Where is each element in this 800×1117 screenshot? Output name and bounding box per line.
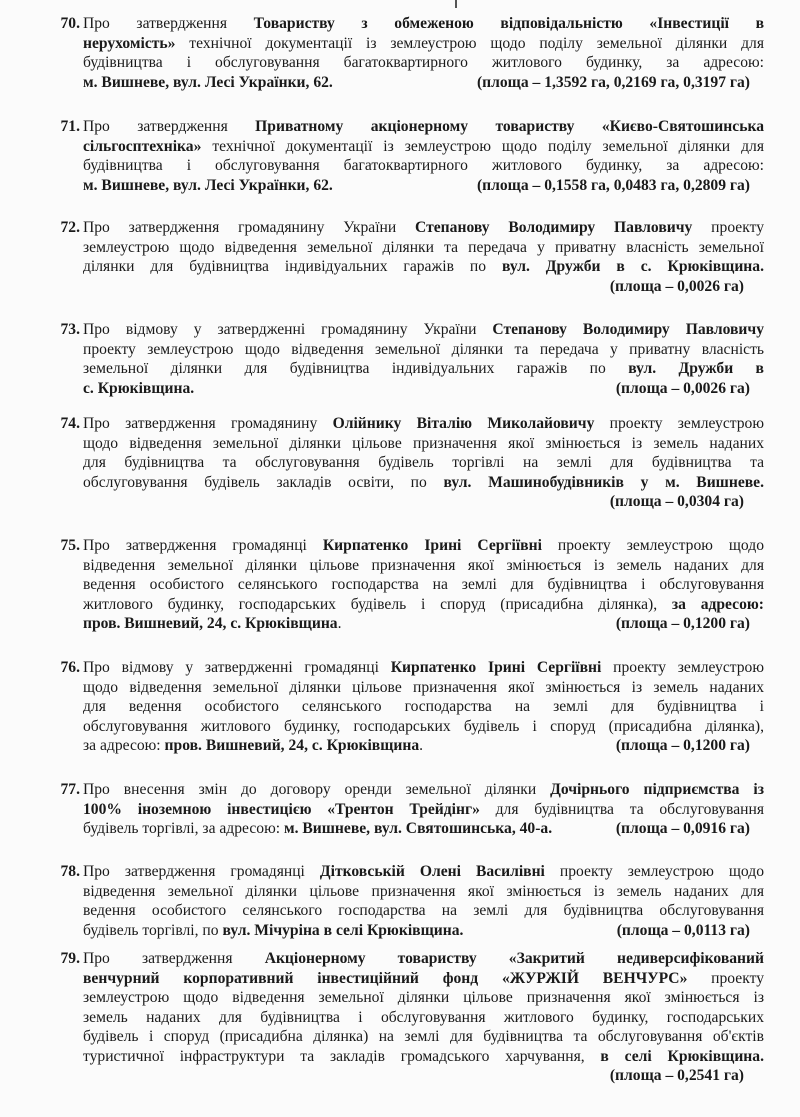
text-line — [83, 320, 764, 340]
bold-run: (площа – 0,0304 га) — [609, 493, 744, 510]
text-line — [83, 473, 764, 493]
bold-run: м. Вишневе, вул. Лесі Українки, 62. — [83, 176, 333, 194]
text-run: ведення особистого селянського господарства на землі для будівництва обслуговування — [83, 902, 764, 919]
bold-run: м. Вишневе, вул. Лесі Українки, 62. — [83, 73, 333, 91]
text-run: проекту землеустрою щодо відведення земельної ділянки та передача у приватну власність — [83, 340, 764, 358]
bold-run: Степанову Володимиру Павловичу — [415, 219, 693, 236]
text-run: будівель і споруд (присадибна ділянка) на землі для будівництва та обслуговування об'єктів — [83, 1028, 764, 1045]
text-run: Про внесення змін до договору оренди земельної ділянки — [83, 781, 551, 798]
bold-run: за адресою: — [671, 595, 764, 613]
text-line — [83, 800, 764, 820]
text-run: технічної документації із землеустрою щодо поділу земельної ділянки для — [201, 137, 764, 155]
bold-run: пров. Вишневий, 24, с. Крюківщина — [164, 737, 420, 754]
item-number: 74. — [60, 415, 80, 432]
address-area-line — [83, 819, 764, 839]
agenda-item-76 — [48, 658, 764, 756]
bold-run: (площа – 0,0113 га) — [616, 921, 750, 939]
address-area-line — [83, 921, 764, 941]
text-run: земельної ділянки для будівництва індивідуальних гаражів по — [83, 360, 629, 377]
item-text — [83, 14, 764, 92]
agenda-item-74 — [48, 414, 764, 512]
bold-run: (площа – 0,2541 га) — [609, 1067, 744, 1084]
area — [616, 819, 764, 839]
area — [616, 736, 764, 756]
text-line — [83, 862, 764, 882]
text-line — [83, 988, 764, 1008]
text-run: Про затвердження — [83, 118, 256, 135]
agenda-item-78 — [48, 862, 764, 940]
text-run: за адресою: — [83, 737, 165, 754]
area — [477, 73, 764, 93]
text-line — [83, 717, 764, 737]
bold-run: Дітковській Олені Василівні — [319, 863, 545, 880]
bold-run: Степанову Володимиру Павловичу — [492, 321, 764, 338]
text-run: відведення земельної ділянки цільове призначення якої змінюється із земель наданих для — [83, 556, 764, 574]
text-run: для ведення особистого селянського господарства на землі для будівництва і — [83, 698, 764, 715]
area — [477, 176, 764, 196]
text-run: Про затвердження громадянину — [83, 415, 333, 432]
text-run: щодо відведення земельної ділянки цільове призначення якої змінюється із земель наданих — [83, 678, 764, 696]
bold-run: 100% іноземною інвестицією «Трентон Трейдінг» — [83, 800, 480, 818]
text-line — [83, 1047, 764, 1067]
item-text — [83, 862, 764, 940]
text-line — [83, 969, 764, 989]
address — [83, 614, 342, 634]
text-run: відведення земельної ділянки цільове призначення якої змінюється із земель наданих для — [83, 882, 764, 900]
text-run: Про відмову у затвердженні громадянці — [83, 659, 391, 676]
bold-run: (площа – 0,1200 га) — [615, 615, 750, 632]
text-line — [83, 901, 764, 921]
scan-mark — [455, 0, 457, 8]
text-run: будівель торгівлі, по — [83, 921, 223, 939]
area — [83, 492, 764, 512]
text-run: технічної документації із землеустрою щодо поділу земельної ділянки для — [175, 34, 764, 52]
text-run: проекту землеустрою — [601, 659, 764, 676]
text-run: Про затвердження громадянину України — [83, 219, 416, 236]
text-line — [83, 218, 764, 238]
text-line — [83, 14, 764, 34]
text-run: . — [337, 615, 342, 632]
bold-run: вул. Дружби в — [628, 360, 764, 377]
agenda-item-75 — [48, 536, 764, 634]
item-number: 71. — [60, 118, 80, 135]
bold-run: Олійнику Віталію Миколайовичу — [332, 415, 595, 432]
text-line — [83, 156, 764, 176]
bold-run: (площа – 1,3592 га, 0,2169 га, 0,3197 га) — [476, 73, 750, 91]
bold-run: Товариству з обмеженою відповідальністю «Інвестиції в — [253, 15, 764, 32]
address — [83, 73, 333, 93]
address-area-line — [83, 736, 764, 756]
text-line — [83, 595, 764, 615]
item-number: 77. — [60, 781, 80, 798]
text-line — [83, 1027, 764, 1047]
text-run: обслуговування житлового будинку, господарських будівель і споруд (присадибна ділянка), — [83, 717, 764, 735]
area — [83, 277, 764, 297]
text-run: проекту — [687, 969, 764, 987]
address-area-line — [83, 176, 764, 196]
text-line — [83, 434, 764, 454]
text-run: землеустрою щодо відведення земельної ділянки та передача у приватну власність земельної — [83, 238, 764, 256]
address — [83, 736, 423, 756]
text-line — [83, 238, 764, 258]
bold-run: Кирпатенко Ірині Сергіївні — [390, 659, 602, 676]
text-run: обслуговування будівель закладів освіти, по — [83, 473, 444, 491]
bold-run: сільгосптехніка» — [83, 137, 202, 155]
text-line — [83, 697, 764, 717]
text-run: Про затвердження громадянці — [83, 863, 320, 880]
item-number: 73. — [60, 321, 80, 338]
bold-run: венчурний корпоративний інвестиційний фонд «ЖУРЖІЙ ВЕНЧУРС» — [83, 969, 688, 987]
bold-run: нерухомість» — [83, 34, 176, 52]
item-number: 70. — [60, 15, 80, 32]
address-area-line — [83, 379, 764, 399]
area — [616, 614, 764, 634]
agenda-item-71 — [48, 117, 764, 195]
item-text — [83, 117, 764, 195]
bold-run: Акціонерному товариству «Закритий недиверсифікований — [264, 950, 764, 967]
item-number: 78. — [60, 863, 80, 880]
text-line — [83, 536, 764, 556]
text-run: для будівництва та обслуговування — [479, 800, 764, 818]
address-area-line — [83, 614, 764, 634]
text-line — [83, 556, 764, 576]
text-run: Про затвердження громадянці — [83, 537, 323, 554]
text-run: туристичної інфраструктури та закладів громадського харчування, — [83, 1047, 601, 1065]
item-number: 72. — [60, 219, 80, 236]
bold-run: (площа – 0,1200 га) — [615, 737, 750, 754]
text-line — [83, 137, 764, 157]
bold-run: Приватному акціонерному товариству «Києво-Святошинська — [255, 118, 764, 135]
area — [616, 379, 764, 399]
address — [83, 819, 552, 839]
text-line — [83, 117, 764, 137]
address — [83, 379, 194, 399]
text-run: земель наданих для будівництва і обслуговування житлового будинку, господарських — [83, 1008, 764, 1026]
text-line — [83, 780, 764, 800]
bold-run: вул. Машинобудівників у м. Вишневе. — [443, 473, 764, 491]
text-line — [83, 658, 764, 678]
bold-run: (площа – 0,0026 га) — [615, 379, 750, 397]
text-line — [83, 453, 764, 473]
bold-run: с. Крюківщина. — [83, 379, 195, 397]
text-run: проекту землеустрою щодо — [541, 537, 764, 554]
bold-run: (площа – 0,0916 га) — [615, 820, 750, 837]
text-run: землеустрою щодо відведення земельної ділянки цільове призначення якої змінюється із — [83, 989, 764, 1006]
bold-run: в селі Крюківщина. — [600, 1047, 764, 1065]
text-line — [83, 414, 764, 434]
text-line — [83, 949, 764, 969]
bold-run: Кирпатенко Ірині Сергіївні — [322, 537, 542, 554]
text-run: Про затвердження — [83, 950, 265, 967]
text-run: ведення особистого селянського господарства на землі для будівництва і обслуговування — [83, 576, 764, 593]
text-run: будівництва і обслуговування багатоквартирного житлового будинку, за адресою: — [83, 157, 764, 174]
text-run: будівництва і обслуговування багатоквартирного житлового будинку, за адресою: — [83, 54, 764, 71]
agenda-item-70 — [48, 14, 764, 92]
text-run: житлового будинку, господарських будівель і споруд (присадибна ділянка), — [83, 595, 672, 613]
text-run: . — [419, 737, 424, 754]
text-line — [83, 1008, 764, 1028]
item-number: 79. — [60, 950, 80, 967]
text-line — [83, 257, 764, 277]
item-number: 75. — [60, 537, 80, 554]
text-line — [83, 575, 764, 595]
item-text — [83, 780, 764, 839]
text-line — [83, 53, 764, 73]
item-text — [83, 414, 764, 512]
text-run: Про відмову у затвердженні громадянину України — [83, 321, 493, 338]
address-area-line — [83, 73, 764, 93]
text-run: для будівництва та обслуговування будівель торгівлі на землі для будівництва та — [83, 454, 764, 471]
text-line — [83, 359, 764, 379]
area — [617, 921, 764, 941]
bold-run: (площа – 0,1558 га, 0,0483 га, 0,2809 га) — [476, 176, 750, 194]
bold-run: Дочірнього підприємства із — [550, 781, 764, 798]
item-text — [83, 218, 764, 296]
item-text — [83, 949, 764, 1086]
text-line — [83, 882, 764, 902]
text-run: щодо відведення земельної ділянки цільове призначення якої змінюється із земель наданих — [83, 434, 764, 452]
item-number: 76. — [60, 659, 80, 676]
area — [83, 1066, 764, 1086]
agenda-item-77 — [48, 780, 764, 839]
address — [83, 176, 333, 196]
text-run: будівель торгівлі, за адресою: — [83, 820, 284, 837]
bold-run: вул. Дружби в с. Крюківщина. — [501, 258, 764, 275]
text-line — [83, 34, 764, 54]
agenda-item-79 — [48, 949, 764, 1086]
bold-run: пров. Вишневий, 24, с. Крюківщина — [83, 615, 338, 632]
text-run: Про затвердження — [83, 15, 254, 32]
agenda-item-72 — [48, 218, 764, 296]
text-line — [83, 340, 764, 360]
text-run: проекту землеустрою щодо — [544, 863, 764, 880]
text-line — [83, 678, 764, 698]
bold-run: вул. Мічуріна в селі Крюківщина. — [222, 921, 464, 939]
agenda-item-73 — [48, 320, 764, 398]
item-text — [83, 658, 764, 756]
bold-run: м. Вишневе, вул. Святошинська, 40-а. — [283, 820, 553, 837]
item-text — [83, 320, 764, 398]
address — [83, 921, 463, 941]
item-text — [83, 536, 764, 634]
text-run: ділянки для будівництва індивідуальних гаражів по — [83, 258, 502, 275]
text-run: проекту землеустрою — [594, 415, 764, 432]
bold-run: (площа – 0,0026 га) — [609, 277, 744, 295]
text-run: проекту — [692, 219, 764, 236]
